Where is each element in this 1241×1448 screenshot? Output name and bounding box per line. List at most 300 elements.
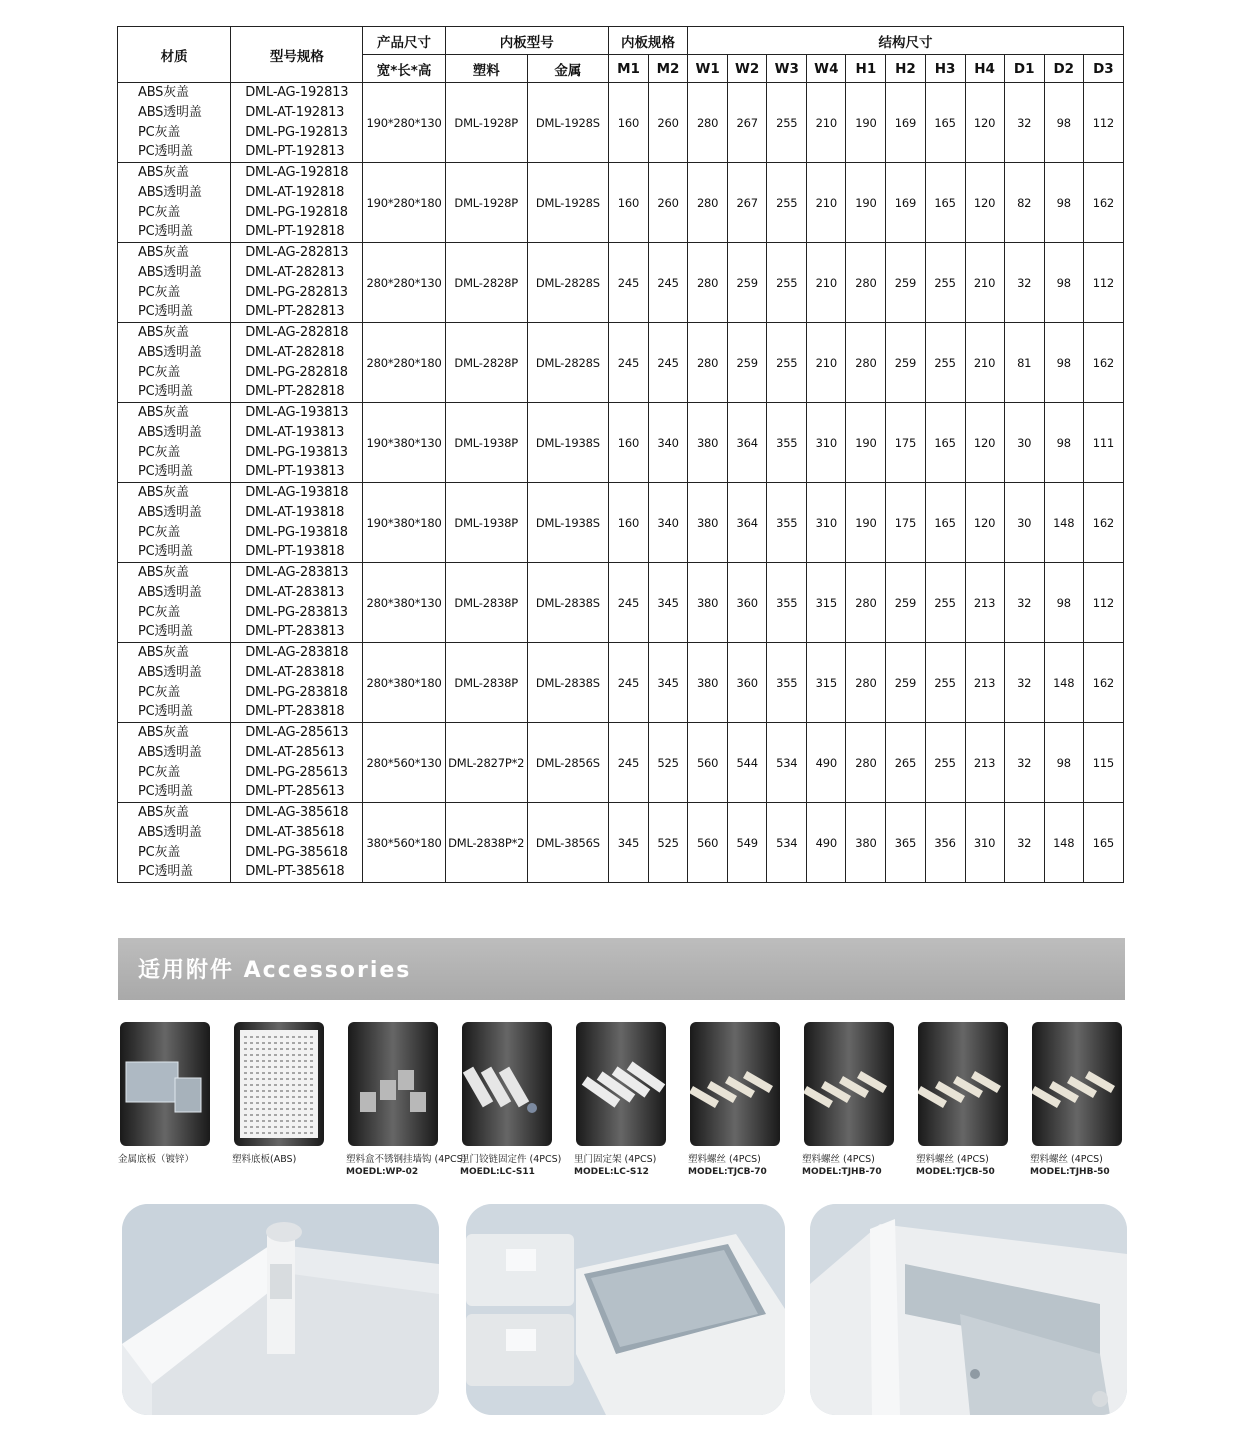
metal-model-cell: DML-2828S — [527, 323, 608, 403]
dim-cell-w4: 210 — [807, 243, 846, 323]
dim-cell-h3: 165 — [925, 403, 965, 483]
metal-plate-icon — [120, 1022, 210, 1146]
material-label: ABS透明盖 — [138, 424, 202, 440]
material-cell — [118, 163, 231, 243]
m1-cell: 160 — [608, 483, 648, 563]
dim-cell-w3: 355 — [767, 643, 807, 723]
header-plastic: 塑料 — [445, 55, 527, 83]
dim-cell-d1: 32 — [1004, 83, 1044, 163]
table-row — [118, 723, 1124, 803]
material-label: PC透明盖 — [138, 544, 193, 560]
accessory-caption: 塑料螺丝 (4PCS) — [802, 1154, 875, 1165]
plastic-screw-icon — [690, 1022, 780, 1146]
metal-model-cell: DML-1928S — [527, 163, 608, 243]
plastic-model-cell: DML-2828P — [445, 243, 527, 323]
metal-model-cell: DML-2828S — [527, 243, 608, 323]
dim-cell-h1: 190 — [846, 163, 886, 243]
material-label: PC灰盖 — [138, 444, 181, 460]
dim-cell-w4: 210 — [807, 83, 846, 163]
dim-cell-w4: 210 — [807, 163, 846, 243]
model-code: DML-PG-193813 — [245, 444, 348, 460]
plastic-screw-icon — [918, 1022, 1008, 1146]
dim-cell-w2: 549 — [728, 803, 767, 883]
dim-cell-w2: 364 — [728, 403, 767, 483]
model-code: DML-PG-193818 — [245, 524, 348, 540]
hinge-fixing-icon — [462, 1022, 552, 1146]
model-code: DML-PT-192818 — [245, 224, 345, 240]
dim-cell-h2: 365 — [886, 803, 925, 883]
m1-cell: 245 — [608, 723, 648, 803]
dim-cell-d2: 98 — [1044, 243, 1083, 323]
model-code: DML-AG-193813 — [245, 405, 349, 421]
header-structure: 结构尺寸 — [688, 27, 1124, 55]
dim-cell-h1: 190 — [846, 483, 886, 563]
m2-cell: 525 — [649, 723, 688, 803]
model-cell — [231, 243, 363, 323]
dim-cell-h4: 120 — [965, 163, 1004, 243]
material-label: ABS灰盖 — [138, 245, 189, 261]
accessories-title: 适用附件 Accessories — [138, 958, 412, 983]
dim-cell-h2: 169 — [886, 163, 925, 243]
dim-cell-d1: 32 — [1004, 563, 1044, 643]
model-code: DML-AT-283818 — [245, 664, 345, 680]
model-code: DML-AT-283813 — [245, 584, 345, 600]
model-code: DML-AT-282818 — [245, 344, 345, 360]
metal-model-cell: DML-2856S — [527, 723, 608, 803]
dim-cell-h4: 213 — [965, 563, 1004, 643]
m2-cell: 245 — [649, 243, 688, 323]
dim-cell-d2: 98 — [1044, 83, 1083, 163]
dim-cell-d1: 32 — [1004, 803, 1044, 883]
dim-cell-h1: 280 — [846, 643, 886, 723]
dim-cell-d1: 30 — [1004, 483, 1044, 563]
header-size: 产品尺寸 — [363, 27, 445, 55]
dim-cell-d2: 148 — [1044, 803, 1083, 883]
dim-cell-h3: 255 — [925, 243, 965, 323]
dim-cell-w3: 534 — [767, 803, 807, 883]
size-cell: 280*380*130 — [363, 563, 445, 643]
model-code: DML-PT-283818 — [245, 704, 345, 720]
material-cell — [118, 723, 231, 803]
accessory-model: MOEDL:WP-02 — [346, 1167, 419, 1177]
model-code: DML-AT-192818 — [245, 184, 345, 200]
material-label: PC透明盖 — [138, 144, 193, 160]
material-cell — [118, 83, 231, 163]
table-row — [118, 643, 1124, 723]
model-code: DML-AG-283818 — [245, 645, 349, 661]
m2-cell: 260 — [649, 163, 688, 243]
m1-cell: 160 — [608, 83, 648, 163]
material-label: ABS透明盖 — [138, 104, 202, 120]
material-label: ABS透明盖 — [138, 744, 202, 760]
header-metal: 金属 — [527, 55, 608, 83]
dim-cell-w1: 380 — [688, 563, 728, 643]
dim-cell-h1: 280 — [846, 563, 886, 643]
m2-cell: 345 — [649, 643, 688, 723]
model-code: DML-AT-282813 — [245, 264, 345, 280]
accessories-grid — [118, 1020, 1128, 1190]
accessory-model: MOEDL:LC-S11 — [460, 1167, 535, 1177]
metal-model-cell: DML-3856S — [527, 803, 608, 883]
material-label: PC灰盖 — [138, 364, 181, 380]
dim-cell-w3: 355 — [767, 403, 807, 483]
dim-cell-w4: 310 — [807, 483, 846, 563]
accessory-caption: 塑料盒不锈钢挂墙钩 (4PCS) — [346, 1154, 467, 1165]
material-label: PC透明盖 — [138, 624, 193, 640]
spec-table — [117, 26, 1124, 883]
model-code: DML-AG-192818 — [245, 165, 349, 181]
m1-cell: 345 — [608, 803, 648, 883]
model-code: DML-AG-282818 — [245, 325, 349, 341]
m2-cell: 340 — [649, 483, 688, 563]
header-dim-h1: H1 — [846, 55, 886, 83]
material-label: ABS灰盖 — [138, 645, 189, 661]
size-cell: 380*560*180 — [363, 803, 445, 883]
dim-cell-d1: 30 — [1004, 403, 1044, 483]
dim-cell-w4: 490 — [807, 723, 846, 803]
model-code: DML-AG-285613 — [245, 725, 349, 741]
dim-cell-h2: 175 — [886, 403, 925, 483]
metal-model-cell: DML-1938S — [527, 483, 608, 563]
model-code: DML-PT-285613 — [245, 784, 345, 800]
accessory-caption: 里门固定架 (4PCS) — [574, 1154, 657, 1165]
table-row — [118, 483, 1124, 563]
material-label: PC灰盖 — [138, 684, 181, 700]
m2-cell: 525 — [649, 803, 688, 883]
m1-cell: 245 — [608, 323, 648, 403]
material-label: ABS透明盖 — [138, 184, 202, 200]
header-dim-h2: H2 — [886, 55, 925, 83]
accessory-model: MODEL:TJCB-70 — [688, 1167, 767, 1177]
dim-cell-h4: 210 — [965, 323, 1004, 403]
header-dim-h4: H4 — [965, 55, 1004, 83]
model-code: DML-AG-385618 — [245, 805, 349, 821]
material-label: PC灰盖 — [138, 524, 181, 540]
dim-cell-h1: 190 — [846, 403, 886, 483]
material-label: PC透明盖 — [138, 704, 193, 720]
model-code: DML-AT-193818 — [245, 504, 345, 520]
material-label: PC透明盖 — [138, 784, 193, 800]
dim-cell-d3: 112 — [1083, 563, 1123, 643]
material-cell — [118, 323, 231, 403]
m2-cell: 260 — [649, 83, 688, 163]
accessory-caption: 塑料底板(ABS) — [232, 1154, 297, 1165]
dim-cell-h3: 165 — [925, 163, 965, 243]
dim-cell-w1: 280 — [688, 83, 728, 163]
material-label: PC透明盖 — [138, 384, 193, 400]
dim-cell-w1: 560 — [688, 803, 728, 883]
plastic-plate-icon — [234, 1022, 324, 1146]
model-code: DML-PT-282818 — [245, 384, 345, 400]
size-cell: 190*380*130 — [363, 403, 445, 483]
material-label: PC透明盖 — [138, 224, 193, 240]
dim-cell-h4: 210 — [965, 243, 1004, 323]
dim-cell-w3: 355 — [767, 563, 807, 643]
dim-cell-w4: 315 — [807, 643, 846, 723]
header-dim-h3: H3 — [925, 55, 965, 83]
plastic-model-cell: DML-2827P*2 — [445, 723, 527, 803]
accessory-model: MODEL:TJHB-50 — [1030, 1167, 1110, 1177]
material-label: PC灰盖 — [138, 764, 181, 780]
material-label: ABS灰盖 — [138, 165, 189, 181]
material-cell — [118, 403, 231, 483]
table-row — [118, 83, 1124, 163]
table-row — [118, 803, 1124, 883]
dim-cell-d3: 162 — [1083, 163, 1123, 243]
dim-cell-h3: 165 — [925, 483, 965, 563]
model-code: DML-AG-283813 — [245, 565, 349, 581]
model-cell — [231, 83, 363, 163]
model-cell — [231, 723, 363, 803]
table-row — [118, 243, 1124, 323]
material-label: PC灰盖 — [138, 844, 181, 860]
model-code: DML-AG-282813 — [245, 245, 349, 261]
model-code: DML-PT-193813 — [245, 464, 345, 480]
header-size-sub: 宽*长*高 — [363, 55, 445, 83]
dim-cell-w3: 255 — [767, 163, 807, 243]
accessory-caption: 里门铰链固定件 (4PCS) — [460, 1154, 562, 1165]
dim-cell-h1: 380 — [846, 803, 886, 883]
dim-cell-d2: 148 — [1044, 483, 1083, 563]
m1-cell: 245 — [608, 243, 648, 323]
m1-cell: 245 — [608, 563, 648, 643]
dim-cell-d2: 98 — [1044, 403, 1083, 483]
model-code: DML-PT-385618 — [245, 864, 345, 880]
dim-cell-h3: 255 — [925, 323, 965, 403]
header-dim-d1: D1 — [1004, 55, 1044, 83]
accessory-caption: 塑料螺丝 (4PCS) — [688, 1154, 761, 1165]
accessory-caption: 金属底板（镀锌） — [118, 1154, 195, 1165]
accessory-model: MODEL:TJCB-50 — [916, 1167, 995, 1177]
dim-cell-d1: 32 — [1004, 723, 1044, 803]
dim-cell-w3: 255 — [767, 243, 807, 323]
material-label: ABS灰盖 — [138, 485, 189, 501]
model-code: DML-AT-385618 — [245, 824, 345, 840]
dim-cell-d3: 112 — [1083, 243, 1123, 323]
material-label: PC灰盖 — [138, 604, 181, 620]
material-cell — [118, 243, 231, 323]
metal-model-cell: DML-1938S — [527, 403, 608, 483]
model-code: DML-PG-285613 — [245, 764, 348, 780]
dim-cell-d2: 98 — [1044, 323, 1083, 403]
plastic-model-cell: DML-2838P — [445, 643, 527, 723]
header-dim-d2: D2 — [1044, 55, 1083, 83]
plastic-model-cell: DML-2838P — [445, 563, 527, 643]
dim-cell-h2: 265 — [886, 723, 925, 803]
model-cell — [231, 643, 363, 723]
material-cell — [118, 803, 231, 883]
material-cell — [118, 563, 231, 643]
model-code: DML-PG-385618 — [245, 844, 348, 860]
model-cell — [231, 563, 363, 643]
dim-cell-w2: 259 — [728, 243, 767, 323]
header-inner-spec: 内板规格 — [608, 27, 687, 55]
plastic-screw-icon — [1032, 1022, 1122, 1146]
m2-cell: 340 — [649, 403, 688, 483]
plastic-model-cell: DML-1938P — [445, 483, 527, 563]
dim-cell-w3: 355 — [767, 483, 807, 563]
material-label: PC灰盖 — [138, 124, 181, 140]
material-label: PC灰盖 — [138, 284, 181, 300]
header-material: 材质 — [118, 27, 231, 83]
dim-cell-w1: 280 — [688, 243, 728, 323]
dim-cell-h3: 165 — [925, 83, 965, 163]
model-code: DML-PT-192813 — [245, 144, 345, 160]
m1-cell: 245 — [608, 643, 648, 723]
material-label: ABS透明盖 — [138, 664, 202, 680]
dim-cell-h2: 259 — [886, 323, 925, 403]
model-code: DML-AT-192813 — [245, 104, 345, 120]
model-cell — [231, 483, 363, 563]
material-label: ABS灰盖 — [138, 325, 189, 341]
dim-cell-w4: 310 — [807, 403, 846, 483]
dim-cell-h3: 255 — [925, 643, 965, 723]
accessory-caption: 塑料螺丝 (4PCS) — [1030, 1154, 1103, 1165]
accessory-model: MODEL:LC-S12 — [574, 1167, 649, 1177]
dim-cell-w2: 360 — [728, 563, 767, 643]
header-m1: M1 — [608, 55, 648, 83]
dim-cell-d3: 111 — [1083, 403, 1123, 483]
model-code: DML-PG-192818 — [245, 204, 348, 220]
dim-cell-w1: 380 — [688, 483, 728, 563]
table-row — [118, 323, 1124, 403]
model-code: DML-AT-285613 — [245, 744, 345, 760]
model-code: DML-PG-283818 — [245, 684, 348, 700]
plastic-model-cell: DML-2828P — [445, 323, 527, 403]
dim-cell-h4: 213 — [965, 723, 1004, 803]
model-code: DML-AT-193813 — [245, 424, 345, 440]
model-cell — [231, 403, 363, 483]
dim-cell-h4: 120 — [965, 403, 1004, 483]
dim-cell-d3: 162 — [1083, 483, 1123, 563]
header-dim-d3: D3 — [1083, 55, 1123, 83]
material-label: ABS灰盖 — [138, 725, 189, 741]
material-label: ABS灰盖 — [138, 405, 189, 421]
dim-cell-d3: 162 — [1083, 323, 1123, 403]
dim-cell-h4: 120 — [965, 83, 1004, 163]
dim-cell-h2: 169 — [886, 83, 925, 163]
m1-cell: 160 — [608, 403, 648, 483]
dim-cell-w3: 255 — [767, 83, 807, 163]
dim-cell-d2: 98 — [1044, 723, 1083, 803]
header-dim-w3: W3 — [767, 55, 807, 83]
enclosure-corner-photo — [122, 1204, 439, 1415]
wall-hook-icon — [348, 1022, 438, 1146]
plastic-model-cell: DML-1938P — [445, 403, 527, 483]
table-row — [118, 563, 1124, 643]
material-cell — [118, 643, 231, 723]
accessory-caption: 塑料螺丝 (4PCS) — [916, 1154, 989, 1165]
accessory-model: MODEL:TJHB-70 — [802, 1167, 882, 1177]
dim-cell-d1: 82 — [1004, 163, 1044, 243]
material-cell — [118, 483, 231, 563]
model-cell — [231, 803, 363, 883]
m1-cell: 160 — [608, 163, 648, 243]
dim-cell-w4: 490 — [807, 803, 846, 883]
metal-model-cell: DML-2838S — [527, 643, 608, 723]
model-cell — [231, 323, 363, 403]
header-m2: M2 — [649, 55, 688, 83]
material-label: ABS灰盖 — [138, 805, 189, 821]
dim-cell-h1: 280 — [846, 723, 886, 803]
size-cell: 190*380*180 — [363, 483, 445, 563]
material-label: PC透明盖 — [138, 304, 193, 320]
table-row — [118, 403, 1124, 483]
dim-cell-w1: 280 — [688, 163, 728, 243]
dim-cell-d3: 162 — [1083, 643, 1123, 723]
dim-cell-h4: 310 — [965, 803, 1004, 883]
model-code: DML-PG-283813 — [245, 604, 348, 620]
size-cell: 280*280*130 — [363, 243, 445, 323]
dim-cell-w2: 544 — [728, 723, 767, 803]
model-code: DML-AG-193818 — [245, 485, 349, 501]
dim-cell-d1: 32 — [1004, 243, 1044, 323]
door-bracket-icon — [576, 1022, 666, 1146]
dim-cell-d3: 165 — [1083, 803, 1123, 883]
size-cell: 190*280*130 — [363, 83, 445, 163]
table-row — [118, 163, 1124, 243]
dim-cell-d3: 115 — [1083, 723, 1123, 803]
size-cell: 280*380*180 — [363, 643, 445, 723]
dim-cell-w2: 267 — [728, 83, 767, 163]
material-label: ABS灰盖 — [138, 565, 189, 581]
spec-body — [118, 83, 1124, 883]
header-dim-w1: W1 — [688, 55, 728, 83]
dim-cell-h3: 255 — [925, 723, 965, 803]
header-inner-model: 内板型号 — [445, 27, 608, 55]
material-label: ABS透明盖 — [138, 824, 202, 840]
dim-cell-h2: 259 — [886, 643, 925, 723]
dim-cell-w4: 210 — [807, 323, 846, 403]
model-code: DML-PT-193818 — [245, 544, 345, 560]
model-code: DML-PG-192813 — [245, 124, 348, 140]
dim-cell-w3: 255 — [767, 323, 807, 403]
dim-cell-w2: 267 — [728, 163, 767, 243]
dim-cell-w1: 380 — [688, 403, 728, 483]
dim-cell-w4: 315 — [807, 563, 846, 643]
dim-cell-d2: 148 — [1044, 643, 1083, 723]
dim-cell-d2: 98 — [1044, 563, 1083, 643]
dim-cell-w1: 280 — [688, 323, 728, 403]
dim-cell-h3: 356 — [925, 803, 965, 883]
dim-cell-d2: 98 — [1044, 163, 1083, 243]
dim-cell-h2: 259 — [886, 243, 925, 323]
dim-cell-d1: 81 — [1004, 323, 1044, 403]
header-model: 型号规格 — [231, 27, 363, 83]
material-label: PC透明盖 — [138, 464, 193, 480]
material-label: ABS透明盖 — [138, 504, 202, 520]
dim-cell-w2: 360 — [728, 643, 767, 723]
dim-cell-h4: 120 — [965, 483, 1004, 563]
dim-cell-d1: 32 — [1004, 643, 1044, 723]
model-code: DML-PG-282818 — [245, 364, 348, 380]
material-label: PC灰盖 — [138, 204, 181, 220]
dim-cell-h4: 213 — [965, 643, 1004, 723]
dim-cell-h2: 175 — [886, 483, 925, 563]
header-dim-w2: W2 — [728, 55, 767, 83]
dim-cell-h3: 255 — [925, 563, 965, 643]
m2-cell: 245 — [649, 323, 688, 403]
enclosure-metal-plate-photo — [466, 1204, 785, 1415]
dim-cell-w1: 560 — [688, 723, 728, 803]
dim-cell-h1: 190 — [846, 83, 886, 163]
dim-cell-w3: 534 — [767, 723, 807, 803]
dim-cell-w2: 364 — [728, 483, 767, 563]
dim-cell-d3: 112 — [1083, 83, 1123, 163]
size-cell: 280*560*130 — [363, 723, 445, 803]
enclosure-bracket-photo — [810, 1204, 1127, 1415]
dim-cell-h1: 280 — [846, 243, 886, 323]
